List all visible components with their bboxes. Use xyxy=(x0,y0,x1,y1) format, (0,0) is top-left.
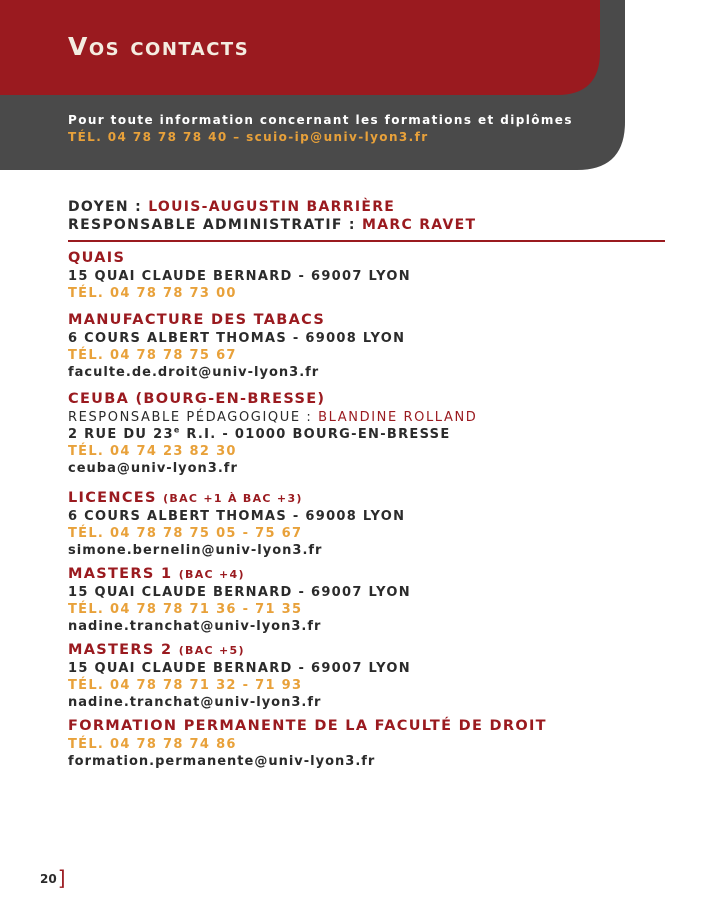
manufacture-title: MANUFACTURE DES TABACS xyxy=(68,312,326,328)
masters2-title: MASTERS 2 (BAC +5) xyxy=(68,642,245,658)
masters1-tel: TÉL. 04 78 78 71 36 - 71 35 xyxy=(68,602,303,617)
masters2-email[interactable]: nadine.tranchat@univ-lyon3.fr xyxy=(68,695,322,710)
ceuba-title: CEUBA (BOURG-EN-BRESSE) xyxy=(68,391,326,407)
licences-level: (BAC +1 À BAC +3) xyxy=(163,492,303,505)
admin-line xyxy=(68,216,663,234)
formation-tel: TÉL. 04 78 78 74 86 xyxy=(68,737,237,752)
licences-tel: TÉL. 04 78 78 75 05 - 75 67 xyxy=(68,526,303,541)
manufacture-tel: TÉL. 04 78 78 75 67 xyxy=(68,348,237,363)
ceuba-address: 2 RUE DU 23e R.I. - 01000 BOURG-EN-BRESSE xyxy=(68,425,451,442)
masters2-block xyxy=(68,641,663,711)
dean-name: LOUIS-AUGUSTIN BARRIÈRE xyxy=(148,199,396,215)
admin-label: RESPONSABLE ADMINISTRATIF : xyxy=(68,217,363,233)
header-banner xyxy=(0,0,728,170)
manufacture-block xyxy=(68,311,663,381)
formation-title: FORMATION PERMANENTE DE LA FACULTÉ DE DROIT xyxy=(68,718,547,734)
masters1-block xyxy=(68,565,663,635)
quais-tel: TÉL. 04 78 78 73 00 xyxy=(68,286,237,301)
admin-name: MARC RAVET xyxy=(362,217,477,233)
licences-email[interactable]: simone.bernelin@univ-lyon3.fr xyxy=(68,543,323,558)
dean-label: DOYEN : xyxy=(68,199,149,215)
page-title: Vos contacts xyxy=(68,32,250,61)
licences-block xyxy=(68,489,663,559)
masters2-tel: TÉL. 04 78 78 71 32 - 71 93 xyxy=(68,678,303,693)
quais-address: 15 QUAI CLAUDE BERNARD - 69007 LYON xyxy=(68,269,411,284)
ceuba-resp-label: RESPONSABLE PÉDAGOGIQUE : xyxy=(68,410,319,425)
masters1-address: 15 QUAI CLAUDE BERNARD - 69007 LYON xyxy=(68,585,411,600)
masters2-level: (BAC +5) xyxy=(178,644,245,657)
masters2-address: 15 QUAI CLAUDE BERNARD - 69007 LYON xyxy=(68,661,411,676)
manufacture-address: 6 COURS ALBERT THOMAS - 69008 LYON xyxy=(68,331,406,346)
masters1-title: MASTERS 1 (BAC +4) xyxy=(68,566,245,582)
manufacture-email[interactable]: faculte.de.droit@univ-lyon3.fr xyxy=(68,365,320,380)
intro-text: Pour toute information concernant les formations et diplômes xyxy=(68,113,573,127)
page-footer xyxy=(40,864,66,888)
licences-title: LICENCES (BAC +1 À BAC +3) xyxy=(68,490,303,506)
intro-contact: TÉL. 04 78 78 78 40 – scuio-ip@univ-lyon3.fr xyxy=(68,130,429,144)
ceuba-resp-line xyxy=(68,409,663,426)
formation-block xyxy=(68,717,663,770)
ceuba-tel: TÉL. 04 74 23 82 30 xyxy=(68,444,237,459)
formation-email[interactable]: formation.permanente@univ-lyon3.fr xyxy=(68,754,376,769)
quais-title: QUAIS xyxy=(68,250,126,266)
section-divider xyxy=(68,240,665,242)
licences-address: 6 COURS ALBERT THOMAS - 69008 LYON xyxy=(68,509,406,524)
ceuba-block xyxy=(68,390,663,477)
page-number: 20 xyxy=(40,872,57,886)
contacts-content xyxy=(68,198,663,770)
quais-block xyxy=(68,249,663,302)
ceuba-email[interactable]: ceuba@univ-lyon3.fr xyxy=(68,461,238,476)
ceuba-resp-name: BLANDINE ROLLAND xyxy=(318,410,478,425)
page-bracket: ] xyxy=(57,866,66,890)
masters1-level: (BAC +4) xyxy=(178,568,245,581)
dean-line xyxy=(68,198,663,216)
masters1-email[interactable]: nadine.tranchat@univ-lyon3.fr xyxy=(68,619,322,634)
header-shapes xyxy=(0,0,728,170)
